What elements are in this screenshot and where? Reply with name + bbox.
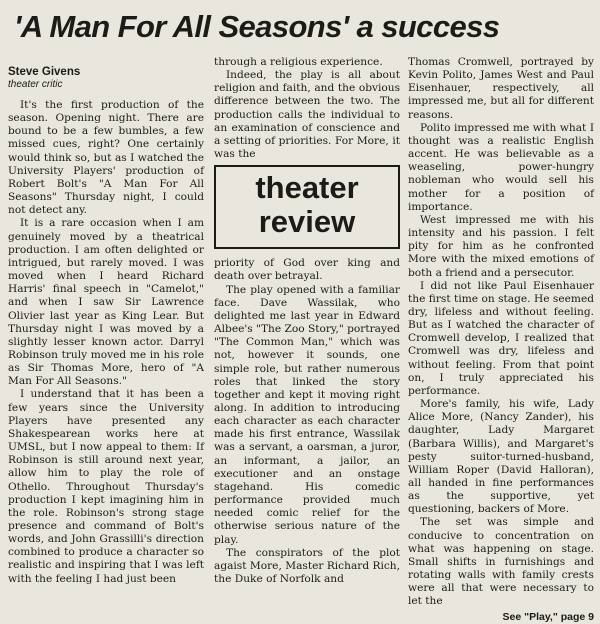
jump-line: See "Play," page 9 bbox=[502, 610, 594, 623]
column-1 bbox=[8, 66, 204, 586]
paragraph: Indeed, the play is all about religion and faith, and the obvious difference between the two. The production calls the individual to an examination of conscience and a setting of priorities. For More, it was the bbox=[214, 69, 400, 161]
paragraph: It is a rare occasion when I am genuinely moved by a theatrical production. I am often delighted or intrigued, but rarely moved. I was moved when I heard Richard Harris' final speech in "Camelot," and when I saw Sir Lawrence Olivier last year as King Lear. But Thursday night I was moved by a slightly lesser known actor. Darryl Robinson truly moved me in his role as Sir Thomas More, hero of "A Man For All Seasons." bbox=[8, 217, 204, 388]
paragraph: The play opened with a familiar face. Dave Wassilak, who delighted me last year in Edward Albee's "The Zoo Story," portrayed "The Common Man," which was not, however it sounds, one simple role, but rather numerous roles that linked the story together and kept it moving right along. In addition to introducing each character as each character made his first entrance, Wassilak was a servant, a oarsman, a juror, an informant, a jailor, an executioner and an onstage stagehand. His comedic performance provided much needed comic relief for the otherwise serious nature of the play. bbox=[214, 283, 400, 546]
paragraph: Polito impressed me with what I thought was a realistic English accent. He was believable as a weaseling, power-hungry nobleman who would sell his mother for a position of importance. bbox=[408, 121, 594, 213]
paragraph: Thomas Cromwell, portrayed by Kevin Polito, James West and Paul Eisenhauer, respectively, all impressed me, but all for different reasons. bbox=[408, 56, 594, 121]
review-box-line1: theater bbox=[255, 170, 359, 206]
byline-name: Steve Givens bbox=[8, 66, 81, 78]
paragraph: More's family, his wife, Lady Alice More, (Nancy Zander), his daughter, Lady Margaret (Barbara Willis), and Margaret's pesty suitor-turned-husband, William Roper (David Halloran), all handed in fine performances as the supportive, yet questioning, backers of More. bbox=[408, 398, 594, 516]
paragraph: I did not like Paul Eisenhauer the first time on stage. He seemed dry, lifeless and without feeling. But as I watched the character of Cromwell develop, I realized that Cromwell was dry, lifeless and without feeling. From that point on, I truly appreciated his performance. bbox=[408, 279, 594, 397]
headline: 'A Man For All Seasons' a success bbox=[14, 9, 500, 44]
theater-review-box bbox=[214, 165, 400, 249]
paragraph: I understand that it has been a few years since the University Players have presented any Shakespearean works here at UMSL, but I now appeal to them: If Robinson is still around next year, allow him to play the role of Othello. Throughout Thursday's production I kept imagining him in the role. Robinson's strong stage presence and command of Bolt's words, and John Grassilli's direction combined to produce a character so realistic and inspiring that I was left with the feeling I had just been bbox=[8, 388, 204, 585]
column-3 bbox=[408, 56, 594, 624]
paragraph: It's the first production of the season. Opening night. There are bound to be a few bumbles, a few missed cues, right? One certainly would think so, but as I watched the University Players' production of Robert Bolt's "A Man For All Seasons" Thursday night, I could not detect any. bbox=[8, 99, 204, 217]
paragraph: West impressed me with his intensity and his passion. I felt pity for him as he confronted More with the mixed emotions of both a friend and a persecutor. bbox=[408, 213, 594, 279]
paragraph: priority of God over king and death over betrayal. bbox=[214, 257, 400, 283]
paragraph: through a religious experience. bbox=[214, 56, 383, 68]
paragraph: The conspirators of the plot agaist More, Master Richard Rich, the Duke of Norfolk and bbox=[214, 546, 400, 585]
byline-role: theater critic bbox=[8, 79, 63, 90]
paragraph: The set was simple and conducive to concentration on what was happening on stage. Small shifts in furnishings and rotating walls with family crests were all that were necessary to let the bbox=[408, 516, 594, 608]
column-2 bbox=[214, 56, 400, 586]
review-box-line2: review bbox=[258, 204, 356, 240]
